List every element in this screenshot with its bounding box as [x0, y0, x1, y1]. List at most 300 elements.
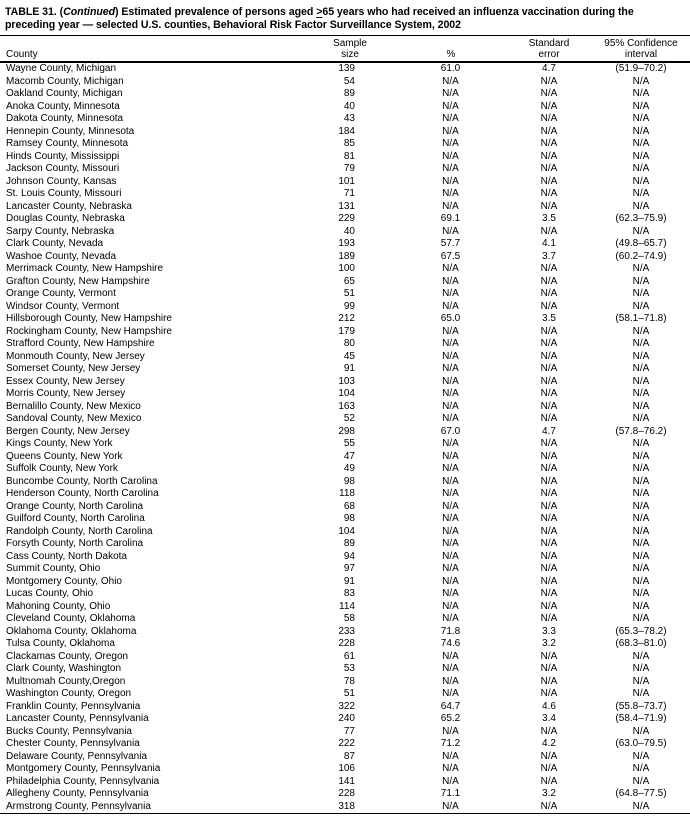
table-row — [0, 138, 690, 151]
confidence-interval-cell: (65.3–78.2) — [615, 625, 667, 637]
table-row — [0, 213, 690, 226]
confidence-interval-cell: N/A — [632, 275, 650, 287]
table-row — [0, 163, 690, 176]
table-row — [0, 62, 690, 76]
standard-error-cell: 4.6 — [542, 700, 556, 712]
table-row — [0, 751, 690, 764]
confidence-interval-cell: N/A — [632, 388, 650, 399]
standard-error-cell: N/A — [540, 163, 558, 174]
county-cell: Macomb County, Michigan — [6, 75, 124, 87]
title-text-1: ) Estimated prevalence of persons aged — [115, 6, 317, 18]
county-cell: Washoe County, Nevada — [6, 250, 117, 262]
confidence-interval-cell: N/A — [632, 538, 650, 549]
percent-cell: N/A — [442, 88, 459, 99]
influenza-vaccination-table — [0, 36, 690, 814]
county-cell: Sandoval County, New Mexico — [6, 413, 142, 424]
confidence-interval-cell: (57.8–76.2) — [615, 425, 667, 437]
sample-size-cell: 80 — [343, 338, 355, 349]
sample-size-cell: 139 — [338, 63, 355, 74]
confidence-interval-cell: (49.8–65.7) — [615, 238, 667, 249]
county-cell: Strafford County, New Hampshire — [6, 338, 155, 349]
standard-error-cell: 3.3 — [542, 625, 556, 637]
standard-error-cell: N/A — [540, 150, 558, 162]
column-header-county: County — [0, 36, 300, 62]
county-cell: Orange County, North Carolina — [6, 500, 144, 512]
standard-error-cell: 3.5 — [542, 313, 556, 324]
sample-size-cell: 101 — [338, 175, 355, 187]
percent-cell: N/A — [442, 375, 459, 387]
percent-cell: N/A — [442, 388, 459, 399]
county-cell: St. Louis County, Missouri — [6, 188, 122, 199]
standard-error-cell: N/A — [540, 413, 558, 424]
standard-error-cell: N/A — [540, 588, 558, 599]
confidence-interval-cell: (51.9–70.2) — [615, 63, 667, 74]
sample-size-cell: 54 — [343, 75, 355, 87]
table-row — [0, 351, 690, 364]
standard-error-cell: N/A — [540, 513, 558, 524]
standard-error-cell: 4.7 — [542, 63, 556, 74]
county-cell: Anoka County, Minnesota — [6, 100, 120, 112]
table-row — [0, 426, 690, 439]
county-cell: Lancaster County, Nebraska — [6, 200, 132, 212]
table-row — [0, 801, 690, 814]
sample-size-cell: 103 — [338, 375, 355, 387]
percent-cell: N/A — [442, 100, 459, 112]
table-row — [0, 151, 690, 164]
sample-size-cell: 118 — [339, 488, 355, 499]
table-row — [0, 276, 690, 289]
confidence-interval-cell: N/A — [632, 188, 650, 199]
percent-cell: 57.7 — [440, 238, 461, 249]
sample-size-cell: 98 — [343, 513, 355, 524]
county-cell: Forsyth County, North Carolina — [6, 538, 144, 549]
table-row — [0, 101, 690, 114]
standard-error-cell: N/A — [540, 400, 558, 412]
county-cell: Cleveland County, Oklahoma — [6, 613, 136, 624]
standard-error-cell: N/A — [540, 100, 558, 112]
confidence-interval-cell: N/A — [632, 438, 650, 449]
confidence-interval-cell: N/A — [632, 675, 650, 687]
confidence-interval-cell: N/A — [632, 588, 650, 599]
sample-size-cell: 91 — [343, 363, 355, 374]
confidence-interval-cell: N/A — [632, 575, 650, 587]
table-row — [0, 588, 690, 601]
table-row — [0, 651, 690, 664]
sample-size-cell: 100 — [338, 263, 355, 274]
table-row — [0, 563, 690, 576]
stderr-header-line2: error — [538, 49, 560, 60]
confidence-interval-cell: N/A — [632, 100, 650, 112]
ci-header-line1: 95% Confidence — [604, 38, 678, 49]
table-row — [0, 476, 690, 489]
standard-error-cell: N/A — [540, 450, 558, 462]
confidence-interval-cell: N/A — [632, 125, 650, 137]
confidence-interval-cell: (62.3–75.9) — [615, 213, 667, 224]
table-header — [0, 36, 690, 62]
percent-cell: N/A — [442, 113, 459, 124]
standard-error-cell: N/A — [540, 338, 558, 349]
percent-cell: N/A — [442, 288, 459, 299]
confidence-interval-cell: N/A — [632, 88, 650, 99]
standard-error-cell: N/A — [540, 500, 558, 512]
percent-cell: N/A — [442, 775, 459, 787]
greater-equal-symbol: > — [316, 6, 323, 18]
county-cell: Ramsey County, Minnesota — [6, 138, 129, 149]
percent-cell: 67.0 — [440, 425, 461, 437]
confidence-interval-cell: N/A — [632, 138, 650, 149]
confidence-interval-cell: (58.4–71.9) — [615, 713, 667, 724]
sample-size-cell: 193 — [338, 238, 355, 249]
standard-error-cell: N/A — [540, 88, 558, 99]
table-row — [0, 413, 690, 426]
county-cell: Grafton County, New Hampshire — [6, 275, 150, 287]
confidence-interval-cell: N/A — [632, 763, 650, 774]
county-cell: Delaware County, Pennsylvania — [6, 750, 148, 762]
percent-cell: 71.2 — [440, 738, 461, 749]
sample-size-cell: 87 — [343, 750, 355, 762]
table-row — [0, 263, 690, 276]
standard-error-cell: N/A — [540, 200, 558, 212]
county-cell: Bergen County, New Jersey — [6, 425, 130, 437]
percent-cell: N/A — [442, 725, 459, 737]
county-cell: Jackson County, Missouri — [6, 163, 120, 174]
sample-size-cell: 179 — [338, 325, 355, 337]
percent-cell: N/A — [442, 275, 459, 287]
percent-cell: 74.6 — [440, 638, 461, 649]
percent-cell: 67.5 — [440, 250, 461, 262]
percent-cell: N/A — [442, 413, 459, 424]
table-row — [0, 538, 690, 551]
column-header-confidence-interval — [592, 36, 690, 62]
percent-cell: N/A — [442, 475, 459, 487]
sample-size-cell: 77 — [343, 725, 355, 737]
table-row — [0, 526, 690, 539]
confidence-interval-cell: N/A — [632, 163, 650, 174]
sample-size-cell: 222 — [338, 738, 355, 749]
standard-error-cell: N/A — [540, 175, 558, 187]
standard-error-cell: N/A — [540, 538, 558, 549]
confidence-interval-cell: (63.0–79.5) — [615, 738, 667, 749]
percent-cell: N/A — [442, 513, 459, 524]
percent-cell: 69.1 — [440, 213, 461, 224]
confidence-interval-cell: N/A — [632, 500, 650, 512]
percent-cell: N/A — [442, 200, 459, 212]
table-row — [0, 613, 690, 626]
percent-cell: N/A — [442, 550, 459, 562]
county-cell: Henderson County, North Carolina — [6, 488, 159, 499]
percent-cell: N/A — [442, 488, 459, 499]
sample-size-cell: 229 — [338, 213, 355, 224]
confidence-interval-cell: N/A — [632, 150, 650, 162]
sample-size-cell: 65 — [343, 275, 355, 287]
table-row — [0, 301, 690, 314]
sample-size-cell: 89 — [343, 88, 355, 99]
confidence-interval-cell: N/A — [632, 225, 650, 237]
county-cell: Randolph County, North Carolina — [6, 525, 153, 537]
county-cell: Orange County, Vermont — [6, 288, 116, 299]
table-row — [0, 238, 690, 251]
table-row — [0, 113, 690, 126]
table-row — [0, 338, 690, 351]
standard-error-cell: 4.1 — [542, 238, 556, 249]
confidence-interval-cell: N/A — [632, 400, 650, 412]
standard-error-cell: N/A — [540, 763, 558, 774]
standard-error-cell: 4.7 — [542, 425, 556, 437]
county-cell: Clackamas County, Oregon — [6, 650, 129, 662]
sample-size-cell: 55 — [343, 438, 355, 449]
county-cell: Franklin County, Pennsylvania — [6, 700, 141, 712]
county-cell: Johnson County, Kansas — [6, 175, 117, 187]
sample-size-cell: 298 — [338, 425, 355, 437]
confidence-interval-cell: N/A — [632, 288, 650, 299]
percent-cell: N/A — [442, 588, 459, 599]
percent-cell: N/A — [442, 338, 459, 349]
percent-cell: N/A — [442, 188, 459, 199]
confidence-interval-cell: N/A — [632, 325, 650, 337]
table-row — [0, 313, 690, 326]
county-cell: Tulsa County, Oklahoma — [6, 638, 115, 649]
sample-size-cell: 51 — [343, 288, 355, 299]
county-cell: Hillsborough County, New Hampshire — [6, 313, 172, 324]
county-cell: Montgomery County, Pennsylvania — [6, 763, 161, 774]
percent-cell: N/A — [442, 450, 459, 462]
table-row — [0, 376, 690, 389]
standard-error-cell: 3.7 — [542, 250, 556, 262]
table-body — [0, 62, 690, 814]
sample-size-cell: 79 — [343, 163, 355, 174]
table-row — [0, 88, 690, 101]
county-cell: Philadelphia County, Pennsylvania — [6, 775, 160, 787]
standard-error-cell: N/A — [540, 300, 558, 312]
county-cell: Kings County, New York — [6, 438, 113, 449]
sample-size-cell: 52 — [343, 413, 355, 424]
table-row — [0, 251, 690, 264]
table-row — [0, 726, 690, 739]
percent-cell: N/A — [442, 613, 459, 624]
county-cell: Buncombe County, North Carolina — [6, 475, 158, 487]
table-row — [0, 713, 690, 726]
sample-size-cell: 106 — [338, 763, 355, 774]
table-row — [0, 226, 690, 239]
standard-error-cell: N/A — [540, 288, 558, 299]
ci-header-line2: interval — [624, 49, 658, 60]
table-row — [0, 401, 690, 414]
standard-error-cell: N/A — [540, 125, 558, 137]
percent-cell: N/A — [442, 350, 459, 362]
confidence-interval-cell: N/A — [632, 175, 650, 187]
confidence-interval-cell: N/A — [632, 600, 650, 612]
standard-error-cell: N/A — [540, 463, 558, 474]
standard-error-cell: N/A — [540, 575, 558, 587]
county-cell: Chester County, Pennsylvania — [6, 738, 140, 749]
county-cell: Sarpy County, Nebraska — [6, 225, 115, 237]
confidence-interval-cell: N/A — [632, 613, 650, 624]
sample-size-cell: 97 — [343, 563, 355, 574]
sample-size-cell: 322 — [338, 700, 355, 712]
confidence-interval-cell: N/A — [632, 800, 650, 812]
sample-size-cell: 104 — [338, 525, 355, 537]
continued-label: Continued — [63, 6, 116, 18]
sample-size-cell: 78 — [343, 675, 355, 687]
sample-size-cell: 318 — [338, 800, 355, 812]
percent-cell: 61.0 — [440, 63, 461, 74]
county-cell: Bucks County, Pennsylvania — [6, 725, 132, 737]
sample-size-cell: 40 — [343, 225, 355, 237]
table-row — [0, 676, 690, 689]
county-cell: Summit County, Ohio — [6, 563, 101, 574]
table-row — [0, 326, 690, 339]
sample-size-cell: 98 — [343, 475, 355, 487]
percent-cell: N/A — [442, 663, 459, 674]
sample-size-cell: 83 — [343, 588, 355, 599]
confidence-interval-cell: N/A — [632, 338, 650, 349]
table-row — [0, 438, 690, 451]
standard-error-cell: N/A — [540, 75, 558, 87]
table-row — [0, 701, 690, 714]
confidence-interval-cell: N/A — [632, 563, 650, 574]
county-cell: Clark County, Nevada — [6, 238, 104, 249]
sample-size-cell: 53 — [343, 663, 355, 674]
percent-cell: N/A — [442, 650, 459, 662]
standard-error-cell: N/A — [540, 800, 558, 812]
standard-error-cell: N/A — [540, 775, 558, 787]
confidence-interval-cell: (64.8–77.5) — [615, 788, 667, 799]
percent-cell: N/A — [442, 500, 459, 512]
county-cell: Oklahoma County, Oklahoma — [6, 625, 137, 637]
sample-header-line1: Sample — [333, 38, 367, 49]
sample-size-cell: 85 — [343, 138, 355, 149]
county-cell: Douglas County, Nebraska — [6, 213, 125, 224]
table-row — [0, 763, 690, 776]
title-text-3: preceding year — selected U.S. counties, Behavioral Risk Factor Surveillance System, 2002 — [5, 19, 461, 31]
confidence-interval-cell: N/A — [632, 750, 650, 762]
table-row — [0, 201, 690, 214]
standard-error-cell: 3.2 — [542, 638, 556, 649]
standard-error-cell: N/A — [540, 663, 558, 674]
sample-size-cell: 49 — [343, 463, 355, 474]
percent-cell: N/A — [442, 400, 459, 412]
column-header-percent: % — [356, 36, 506, 62]
sample-size-cell: 58 — [343, 613, 355, 624]
percent-cell: 71.1 — [440, 788, 461, 799]
percent-cell: N/A — [442, 125, 459, 137]
table-row — [0, 126, 690, 139]
sample-size-cell: 163 — [338, 400, 355, 412]
table-row — [0, 188, 690, 201]
sample-size-cell: 99 — [343, 300, 355, 312]
standard-error-cell: 3.5 — [542, 213, 556, 224]
county-cell: Montgomery County, Ohio — [6, 575, 122, 587]
table-row — [0, 576, 690, 589]
standard-error-cell: N/A — [540, 688, 558, 699]
county-cell: Windsor County, Vermont — [6, 300, 120, 312]
percent-cell: N/A — [442, 563, 459, 574]
standard-error-cell: N/A — [540, 363, 558, 374]
percent-cell: N/A — [442, 225, 459, 237]
county-cell: Rockingham County, New Hampshire — [6, 325, 172, 337]
standard-error-cell: N/A — [540, 563, 558, 574]
percent-cell: N/A — [442, 75, 459, 87]
standard-error-cell: 4.2 — [542, 738, 556, 749]
percent-cell: 65.2 — [440, 713, 461, 724]
sample-size-cell: 45 — [343, 350, 355, 362]
sample-size-cell: 240 — [338, 713, 355, 724]
county-cell: Lancaster County, Pennsylvania — [6, 713, 149, 724]
standard-error-cell: N/A — [540, 488, 558, 499]
standard-error-cell: N/A — [540, 263, 558, 274]
standard-error-cell: N/A — [540, 138, 558, 149]
sample-size-cell: 81 — [343, 150, 355, 162]
percent-cell: N/A — [442, 675, 459, 687]
sample-size-cell: 189 — [338, 250, 355, 262]
county-cell: Armstrong County, Pennsylvania — [6, 800, 151, 812]
county-cell: Wayne County, Michigan — [6, 63, 117, 74]
confidence-interval-cell: (55.8–73.7) — [615, 700, 667, 712]
sample-size-cell: 184 — [338, 125, 355, 137]
table-row — [0, 776, 690, 789]
county-cell: Guilford County, North Carolina — [6, 513, 145, 524]
county-cell: Allegheny County, Pennsylvania — [6, 788, 149, 799]
sample-size-cell: 71 — [343, 188, 355, 199]
county-cell: Lucas County, Ohio — [6, 588, 94, 599]
percent-cell: N/A — [442, 150, 459, 162]
standard-error-cell: N/A — [540, 550, 558, 562]
standard-error-cell: N/A — [540, 525, 558, 537]
table-row — [0, 626, 690, 639]
county-cell: Mahoning County, Ohio — [6, 600, 111, 612]
sample-size-cell: 228 — [338, 638, 355, 649]
title-text-2: 65 years who had received an influenza vaccination during the — [322, 6, 634, 18]
sample-size-cell: 104 — [338, 388, 355, 399]
standard-error-cell: N/A — [540, 600, 558, 612]
county-cell: Morris County, New Jersey — [6, 388, 126, 399]
table-row — [0, 663, 690, 676]
confidence-interval-cell: N/A — [632, 525, 650, 537]
standard-error-cell: N/A — [540, 388, 558, 399]
county-cell: Clark County, Washington — [6, 663, 122, 674]
percent-cell: N/A — [442, 138, 459, 149]
percent-cell: N/A — [442, 750, 459, 762]
percent-cell: N/A — [442, 525, 459, 537]
confidence-interval-cell: N/A — [632, 200, 650, 212]
standard-error-cell: 3.2 — [542, 788, 556, 799]
sample-size-cell: 228 — [338, 788, 355, 799]
percent-cell: N/A — [442, 363, 459, 374]
sample-size-cell: 51 — [343, 688, 355, 699]
percent-cell: N/A — [442, 263, 459, 274]
percent-cell: N/A — [442, 300, 459, 312]
sample-size-cell: 43 — [343, 113, 355, 124]
percent-cell: 71.8 — [440, 625, 461, 637]
sample-size-cell: 212 — [338, 313, 355, 324]
confidence-interval-cell: N/A — [632, 413, 650, 424]
sample-size-cell: 91 — [343, 575, 355, 587]
standard-error-cell: N/A — [540, 275, 558, 287]
percent-cell: N/A — [442, 175, 459, 187]
table-row — [0, 488, 690, 501]
percent-cell: N/A — [442, 800, 459, 812]
percent-cell: N/A — [442, 538, 459, 549]
county-cell: Hennepin County, Minnesota — [6, 125, 135, 137]
sample-size-cell: 61 — [343, 650, 355, 662]
standard-error-cell: N/A — [540, 650, 558, 662]
table-row — [0, 788, 690, 801]
confidence-interval-cell: N/A — [632, 488, 650, 499]
percent-cell: N/A — [442, 325, 459, 337]
county-cell: Hinds County, Mississippi — [6, 150, 120, 162]
county-cell: Queens County, New York — [6, 450, 123, 462]
confidence-interval-cell: N/A — [632, 513, 650, 524]
